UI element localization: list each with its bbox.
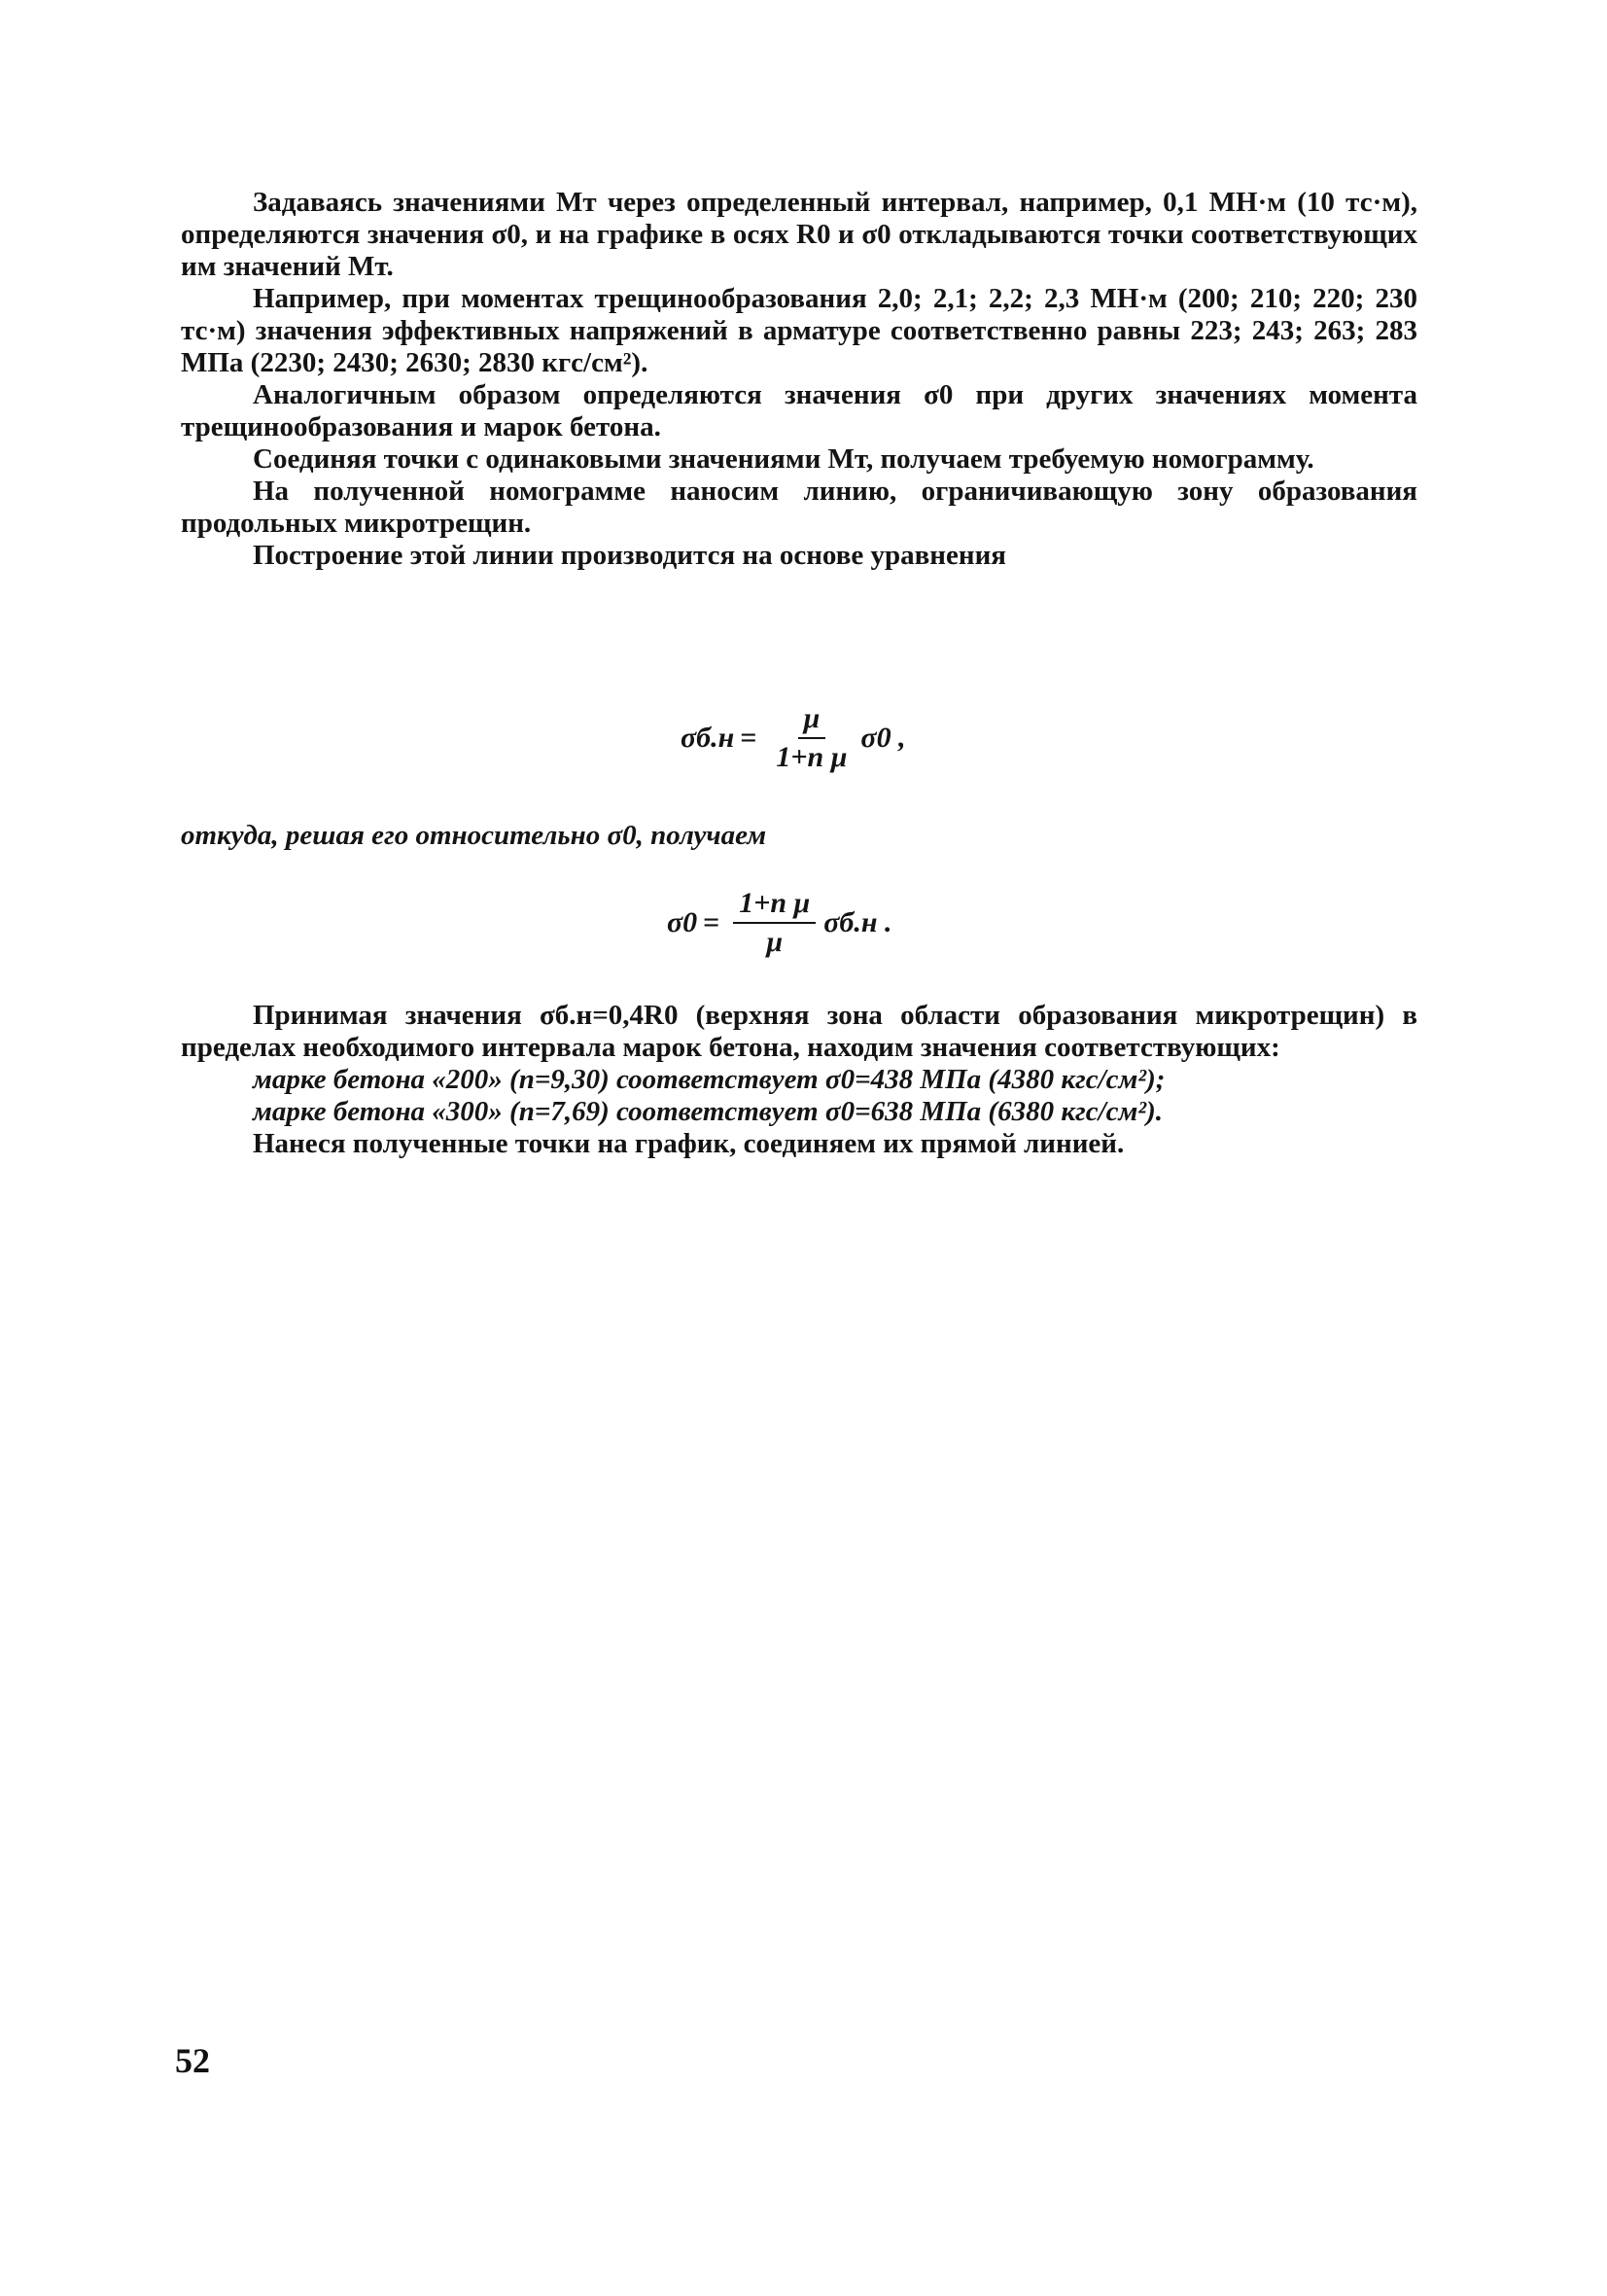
list-item-grade-300: марке бетона «300» (n=7,69) соответствует σ0=638 МПа (6380 кгс/см²). xyxy=(253,1096,1164,1127)
paragraph-construction: Построение этой линии производится на основе уравнения xyxy=(253,540,1006,571)
between-text: откуда, решая его относительно σ0, получаем xyxy=(181,820,767,851)
top-text-block xyxy=(181,187,1417,572)
paragraph-analogous: Аналогичным образом определяются значения σ0 при других значениях момента трещинообразования и марок бетона. xyxy=(181,379,1417,442)
formula2-rhs: σб.н . xyxy=(823,906,892,938)
formula-sigma-0 xyxy=(667,887,892,959)
formula1-denominator: 1+n μ xyxy=(776,741,848,773)
formula2-denominator: μ xyxy=(766,926,784,958)
paragraph-example: Например, при моментах трещинообразования 2,0; 2,1; 2,2; 2,3 МН·м (200; 210; 220; 230 тс·м) значения эффективных напряжений в арматуре соответственно равны 223; 243; 263; 283 МПа (2230; 2430; 2630; 2830 кгс/см²). xyxy=(181,283,1417,378)
paragraph-line: На полученной номограмме наносим линию, ограничивающую зону образования продольных микротрещин. xyxy=(181,476,1417,539)
formula1-lhs: σб.н xyxy=(681,722,735,754)
paragraph-joining: Соединяя точки с одинаковыми значениями Mт, получаем требуемую номограмму. xyxy=(253,443,1314,475)
paragraph-intro: Задаваясь значениями Mт через определенный интервал, например, 0,1 МН·м (10 тс·м), определяются значения σ0, и на графике в осях R0 и σ0 откладываются точки соответствующих им значений Mт. xyxy=(181,187,1417,282)
formula2-equals: = xyxy=(703,906,720,938)
formula1-numerator: μ xyxy=(798,702,826,739)
formula-sigma-bn xyxy=(681,702,906,774)
formula1-rhs: σ0 , xyxy=(860,722,906,754)
formula1-equals: = xyxy=(740,722,757,754)
paragraph-final: Нанеся полученные точки на график, соединяем их прямой линией. xyxy=(253,1128,1125,1159)
formula2-numerator: 1+n μ xyxy=(733,887,816,924)
bottom-text-block xyxy=(181,1000,1417,1160)
list-item-grade-200: марке бетона «200» (n=9,30) соответствует σ0=438 МПа (4380 кгс/см²); xyxy=(253,1064,1166,1095)
formula1-fraction xyxy=(770,702,853,774)
paragraph-accepting: Принимая значения σб.н=0,4R0 (верхняя зона области образования микротрещин) в пределах необходимого интервала марок бетона, находим значения соответствующих: xyxy=(181,1000,1417,1063)
formula2-fraction xyxy=(733,887,816,959)
page-number: 52 xyxy=(175,2041,210,2080)
formula2-lhs: σ0 xyxy=(667,906,698,938)
